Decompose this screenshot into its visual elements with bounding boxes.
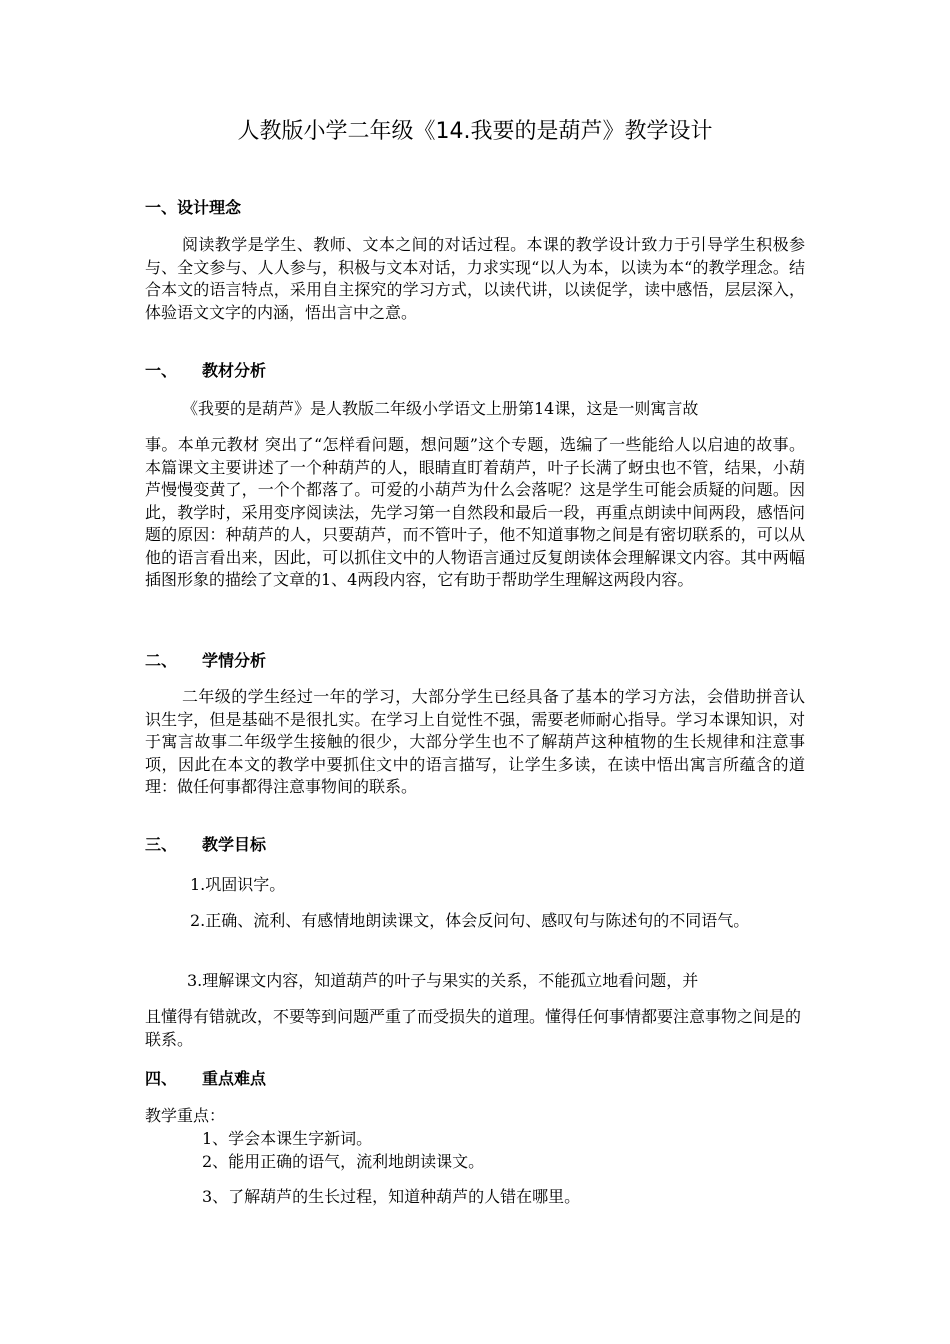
section-heading-design-concept [145, 197, 241, 219]
goal-item: 3.理解课文内容，知道葫芦的叶子与果实的关系，不能孤立地看问题，并 [187, 971, 699, 990]
section-title: 设计理念 [177, 198, 242, 217]
key-point-item: 2、能用正确的语气，流利地朗读课文。 [202, 1152, 485, 1171]
section-title: 重点难点 [202, 1069, 267, 1088]
section-number: 二、 [145, 651, 178, 670]
goal-item: 1.巩固识字。 [190, 875, 286, 894]
section-paragraph-material-analysis-first-line: 《我要的是葫芦》是人教版二年级小学语文上册第14课，这是一则寓言故 [182, 399, 699, 418]
goal-item: 且懂得有错就改，不要等到问题严重了而受损失的道理。懂得任何事情都要注意事物之间是的联系。 [145, 1007, 802, 1049]
section-paragraph-material-analysis: 事。本单元教材 突出了“怎样看问题，想问题”这个专题，选编了一些能给人以启迪的故事。本篇课文主要讲述了一个种葫芦的人，眼睛直盯着葫芦，叶子长满了蚜虫也不管，结果，小葫芦慢慢变黄了，一个个都落了。可爱的小葫芦为什么会落呢？这是学生可能会质疑的问题。因此，教学时，采用变序阅读法，先学习第一自然段和最后一段，再重点朗读中间两段，感悟问题的原因：种葫芦的人，只要葫芦，而不管叶子，他不知道事物之间是有密切联系的，可以从他的语言看出来，因此，可以抓住文中的人物语言通过反复朗读体会理解课文内容。其中两幅插图形象的描绘了文章的1、4两段内容，它有助于帮助学生理解这两段内容。 [145, 435, 805, 589]
document-title: 人教版小学二年级《14.我要的是葫芦》教学设计 [237, 119, 713, 144]
section-number: 一、 [145, 198, 178, 217]
goal-item: 2.正确、流利、有感情地朗读课文，体会反问句、感叹句与陈述句的不同语气。 [190, 911, 750, 930]
section-paragraph-student-analysis: 二年级的学生经过一年的学习，大部分学生已经具备了基本的学习方法，会借助拼音认识生字，但是基础不是很扎实。在学习上自觉性不强，需要老师耐心指导。学习本课知识，对于寓言故事二年级学生接触的很少，大部分学生也不了解葫芦这种植物的生长规律和注意事项，因此在本文的教学中要抓住文中的语言描写，让学生多读，在读中悟出寓言所蕴含的道理：做任何事都得注意事物间的联系。 [145, 687, 805, 796]
key-point-item: 3、了解葫芦的生长过程，知道种葫芦的人错在哪里。 [202, 1187, 581, 1206]
key-points-label: 教学重点： [145, 1106, 226, 1125]
key-point-item: 1、学会本课生字新词。 [202, 1129, 373, 1148]
section-heading-material-analysis [145, 360, 266, 382]
section-title: 教材分析 [202, 361, 267, 380]
section-heading-student-analysis [145, 650, 266, 672]
section-title: 教学目标 [202, 835, 267, 854]
section-number: 四、 [145, 1069, 178, 1088]
section-title: 学情分析 [202, 651, 267, 670]
section-number: 三、 [145, 835, 178, 854]
section-number: 一、 [145, 361, 178, 380]
section-paragraph-design-concept: 阅读教学是学生、教师、文本之间的对话过程。本课的教学设计致力于引导学生积极参与、全文参与、人人参与，积极与文本对话，力求实现“以人为本，以读为本“的教学理念。结合本文的语言特点，采用自主探究的学习方式，以读代讲，以读促学，读中感悟，层层深入，体验语文文字的内涵，悟出言中之意。 [145, 235, 805, 322]
section-heading-teaching-goals [145, 834, 266, 856]
section-heading-key-points [145, 1068, 266, 1090]
